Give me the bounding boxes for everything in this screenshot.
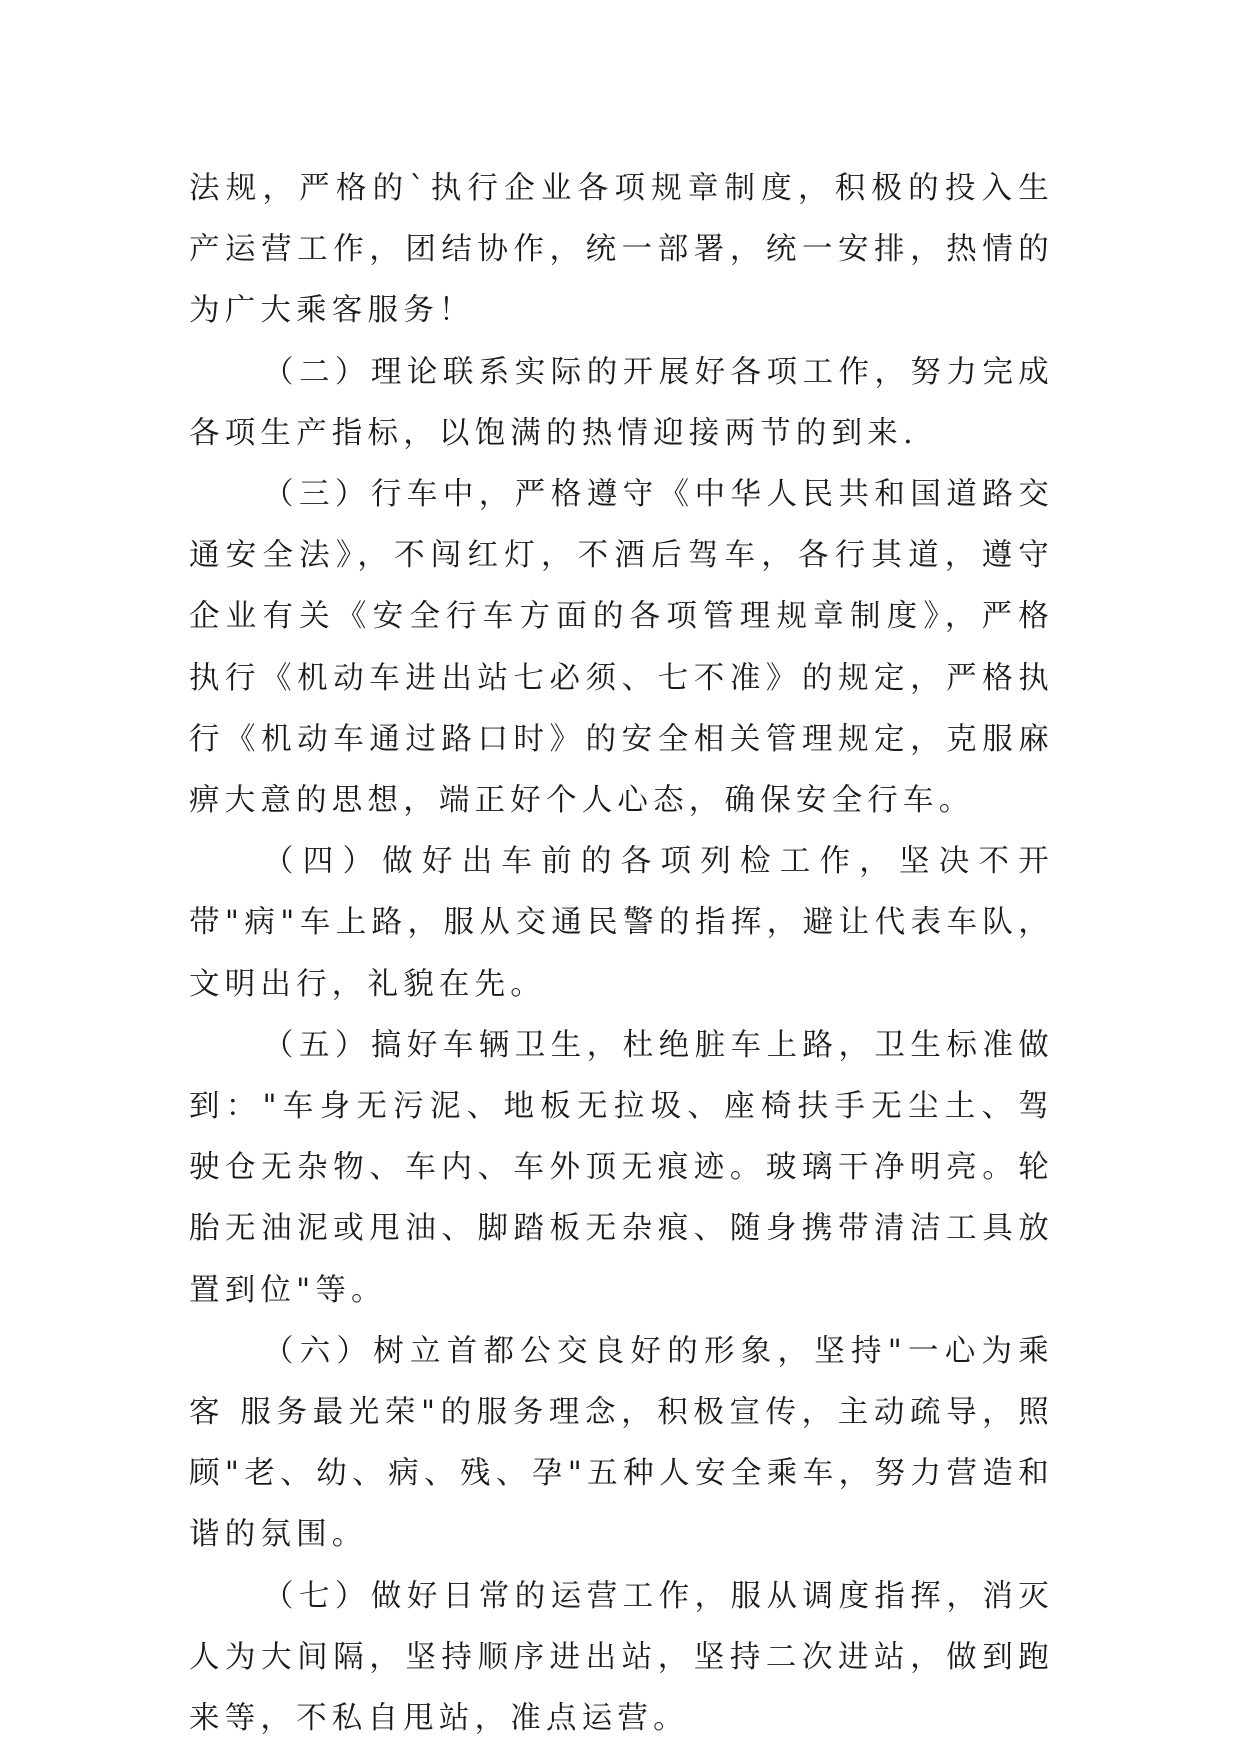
document-page (189, 158, 1054, 1749)
paragraph-item-5: （五）搞好车辆卫生，杜绝脏车上路，卫生标准做到："车身无污泥、地板无拉圾、座椅扶手无尘土、驾驶仓无杂物、车内、车外顶无痕迹。玻璃干净明亮。轮胎无油泥或甩油、脚踏板无杂痕、随身携带清洁工具放置到位"等。 (189, 1027, 1054, 1308)
paragraph-item-6: （六）树立首都公交良好的形象，坚持"一心为乘客 服务最光荣"的服务理念，积极宣传，主动疏导，照顾"老、幼、病、残、孕"五种人安全乘车，努力营造和谐的氛围。 (189, 1333, 1054, 1553)
paragraph-item-2: （二）理论联系实际的开展好各项工作，努力完成各项生产指标，以饱满的热情迎接两节的到来. (189, 354, 1054, 451)
paragraph-continuation: 法规，严格的`执行企业各项规章制度，积极的投入生产运营工作，团结协作，统一部署，统一安排，热情的为广大乘客服务！ (189, 171, 1054, 329)
paragraph-item-4: （四）做好出车前的各项列检工作，坚决不开带"病"车上路，服从交通民警的指挥，避让代表车队，文明出行，礼貌在先。 (189, 844, 1054, 1002)
paragraph-item-3: （三）行车中，严格遵守《中华人民共和国道路交通安全法》，不闯红灯，不酒后驾车，各行其道，遵守企业有关《安全行车方面的各项管理规章制度》，严格执行《机动车进出站七必须、七不准》的规定，严格执行《机动车通过路口时》的安全相关管理规定，克服麻痹大意的思想，端正好个人心态，确保安全行车。 (189, 477, 1054, 819)
paragraph-item-7: （七）做好日常的运营工作，服从调度指挥，消灭人为大间隔，坚持顺序进出站，坚持二次进站，做到跑来等，不私自甩站，准点运营。 (189, 1578, 1054, 1737)
